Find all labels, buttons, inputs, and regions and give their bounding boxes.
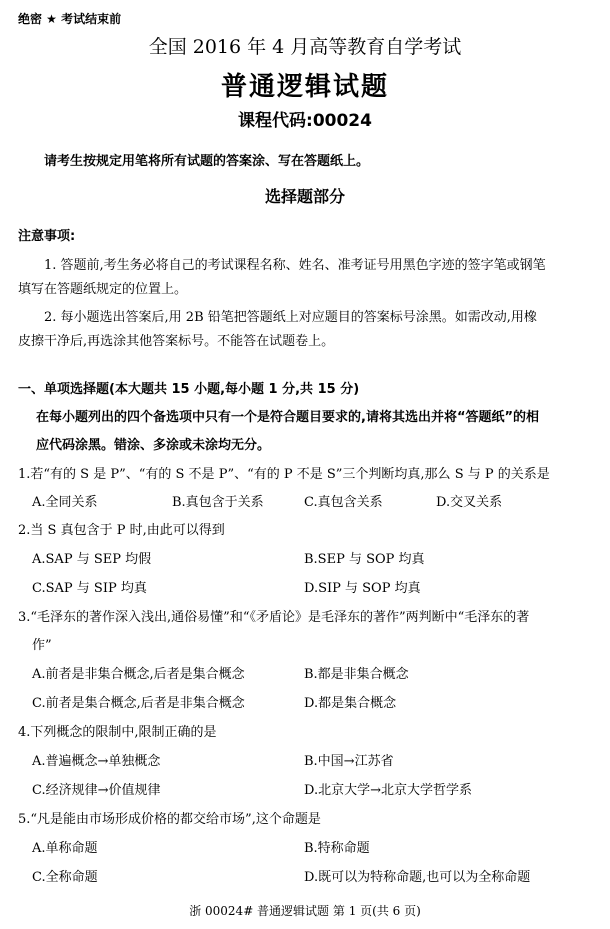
notice-heading: 注意事项: — [18, 229, 76, 244]
question-1-option-a: A.全同关系 — [32, 495, 98, 510]
question-5-option-d: D.既可以为特称命题,也可以为全称命题 — [304, 870, 531, 885]
question-2-option-a: A.SAP 与 SEP 均假 — [32, 552, 152, 567]
question-4-option-b: B.中国→江苏省 — [304, 754, 394, 769]
question-4-option-c: C.经济规律→价值规律 — [32, 783, 161, 798]
subject-title: 普通逻辑试题 — [220, 72, 389, 102]
question-4-option-a: A.普遍概念→单独概念 — [32, 754, 161, 769]
notice-item-2-line-2: 皮擦干净后,再选涂其他答案标号。不能答在试题卷上。 — [18, 334, 335, 349]
question-1-option-d: D.交叉关系 — [436, 495, 503, 510]
question-4-option-d: D.北京大学→北京大学哲学系 — [304, 783, 472, 798]
notice-item-2-line-1: 2. 每小题选出答案后,用 2B 铅笔把答题纸上对应题目的答案标号涂黑。如需改动,用橡 — [44, 310, 537, 325]
confidential-label: 绝密 ★ 考试结束前 — [18, 12, 122, 26]
question-1-option-c: C.真包含关系 — [304, 495, 383, 510]
question-2-option-c: C.SAP 与 SIP 均真 — [32, 581, 147, 596]
course-code: 课程代码:00024 — [238, 111, 372, 131]
exam-title: 全国 2016 年 4 月高等教育自学考试 — [148, 36, 462, 58]
notice-item-1-line-1: 1. 答题前,考生务必将自己的考试课程名称、姓名、准考证号用黑色字迹的签字笔或钢笔 — [44, 258, 546, 273]
question-5-option-c: C.全称命题 — [32, 870, 98, 885]
question-5-stem: 5.“凡是能由市场形成价格的都交给市场”,这个命题是 — [18, 812, 321, 827]
part1-description-line-1: 在每小题列出的四个备选项中只有一个是符合题目要求的,请将其选出并将“答题纸”的相 — [36, 410, 540, 425]
question-1-stem: 1.若“有的 S 是 P”、“有的 S 不是 P”、“有的 P 不是 S”三个判断均真,那么 S 与 P 的关系是 — [18, 467, 550, 482]
question-5-option-a: A.单称命题 — [32, 841, 98, 856]
question-4-stem: 4.下列概念的限制中,限制正确的是 — [18, 725, 217, 740]
question-3-option-a: A.前者是非集合概念,后者是集合概念 — [32, 667, 245, 682]
question-3-option-b: B.都是非集合概念 — [304, 667, 409, 682]
question-2-stem: 2.当 S 真包含于 P 时,由此可以得到 — [18, 523, 225, 538]
question-3-stem-line-2: 作” — [32, 638, 52, 653]
instruction-text: 请考生按规定用笔将所有试题的答案涂、写在答题纸上。 — [44, 154, 370, 169]
question-2-option-d: D.SIP 与 SOP 均真 — [304, 581, 421, 596]
question-2-option-b: B.SEP 与 SOP 均真 — [304, 552, 425, 567]
question-1-option-b: B.真包含于关系 — [172, 495, 264, 510]
section-title: 选择题部分 — [264, 187, 345, 206]
question-3-option-d: D.都是集合概念 — [304, 696, 397, 711]
question-3-stem-line-1: 3.“毛泽东的著作深入浅出,通俗易懂”和“《矛盾论》是毛泽东的著作”两判断中“毛泽东的著 — [18, 610, 530, 625]
question-5-option-b: B.特称命题 — [304, 841, 370, 856]
question-3-option-c: C.前者是集合概念,后者是非集合概念 — [32, 696, 245, 711]
part1-description-line-2: 应代码涂黑。错涂、多涂或未涂均无分。 — [36, 438, 271, 453]
part1-heading: 一、单项选择题(本大题共 15 小题,每小题 1 分,共 15 分) — [18, 382, 360, 397]
notice-item-1-line-2: 填写在答题纸规定的位置上。 — [18, 282, 188, 297]
page-footer: 浙 00024# 普通逻辑试题 第 1 页(共 6 页) — [189, 904, 421, 918]
